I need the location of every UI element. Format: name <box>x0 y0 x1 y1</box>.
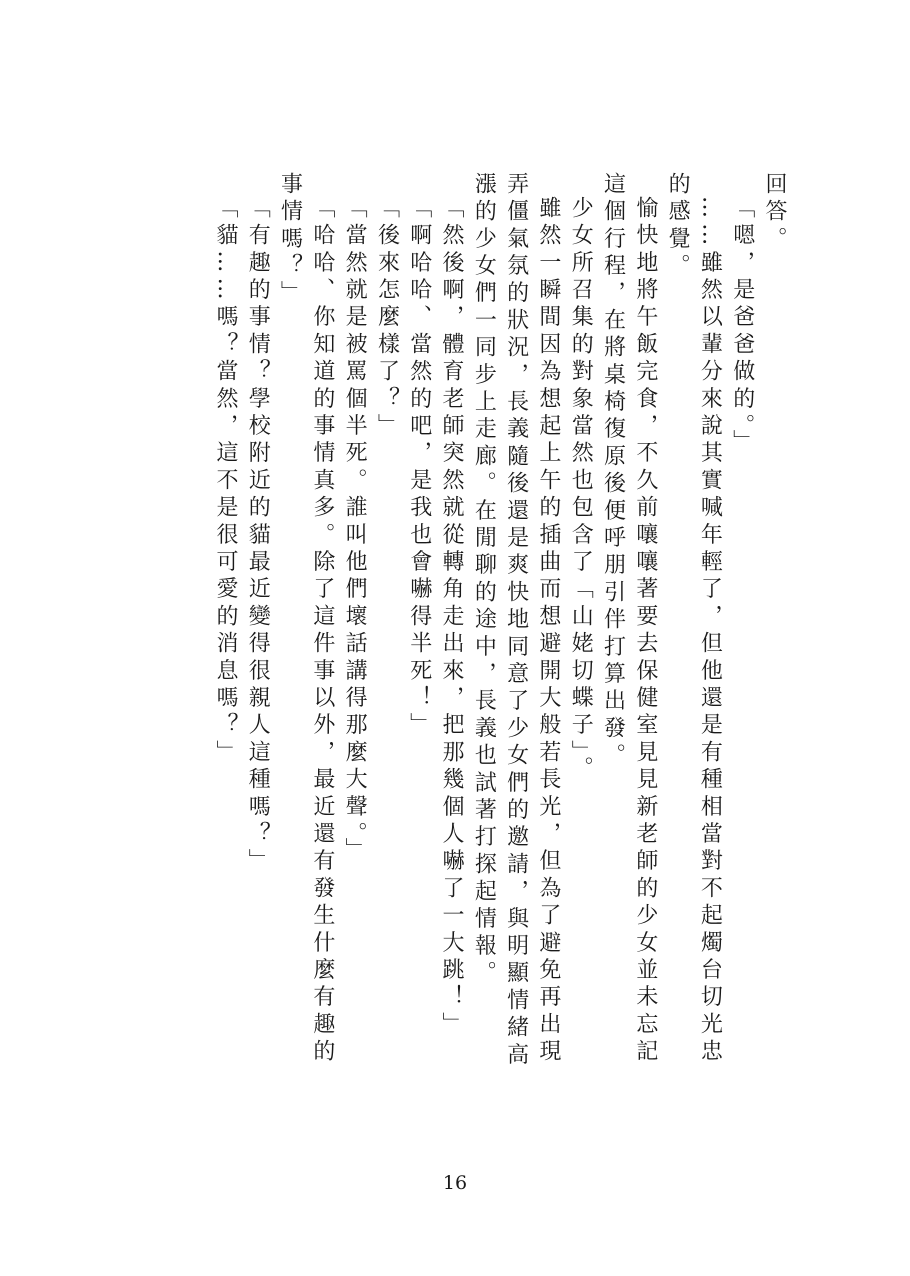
paragraph: 回答。 <box>762 172 787 254</box>
dialogue-line: 「貓……嗎？當然，這不是很可愛的消息嗎？」 <box>212 196 238 768</box>
body-text <box>130 172 790 1072</box>
paragraph: 雖然一瞬間因為想起上午的插曲而想避開大般若長光，但為了避免再出現弄僵氣氛的狀況，長義隨後還是爽快地同意了少女們的邀請，與明顯情緒高漲的少女們一同步上走廊。在閒聊的途中，長義也試著打探起情報。 <box>471 172 561 1070</box>
dialogue-line: 「有趣的事情？學校附近的貓最近變得很親人這種嗎？」 <box>245 196 271 877</box>
paragraph: 愉快地將午飯完食，不久前嚷嚷著要去保健室見見新老師的少女並未忘記這個行程，在將桌椅復原後便呼朋引伴打算出發。 <box>600 172 658 1067</box>
paragraph: 少女所召集的對象當然也包含了「山姥切蝶子」。 <box>568 196 594 784</box>
paragraph: 「嗯，是爸爸做的。」 <box>729 196 755 458</box>
paragraph: ……雖然以輩分來說其實喊年輕了，但他還是有種相當對不起燭台切光忠的感覺。 <box>665 172 723 1067</box>
page-number: 16 <box>442 1172 468 1194</box>
dialogue-line: 「然後啊，體育老師突然就從轉角走出來，把那幾個人嚇了一大跳！」 <box>439 196 465 1040</box>
dialogue-line: 「啊哈哈、當然的吧，是我也會嚇得半死！」 <box>406 196 432 741</box>
dialogue-line: 「哈哈、你知道的事情真多。除了這件事以外，最近還有發生什麼有趣的事情嗎？」 <box>277 172 335 1067</box>
dialogue-line: 「後來怎麼樣了？」 <box>374 196 400 441</box>
dialogue-line: 「當然就是被罵個半死。誰叫他們壞話講得那麼大聲。」 <box>342 196 368 866</box>
